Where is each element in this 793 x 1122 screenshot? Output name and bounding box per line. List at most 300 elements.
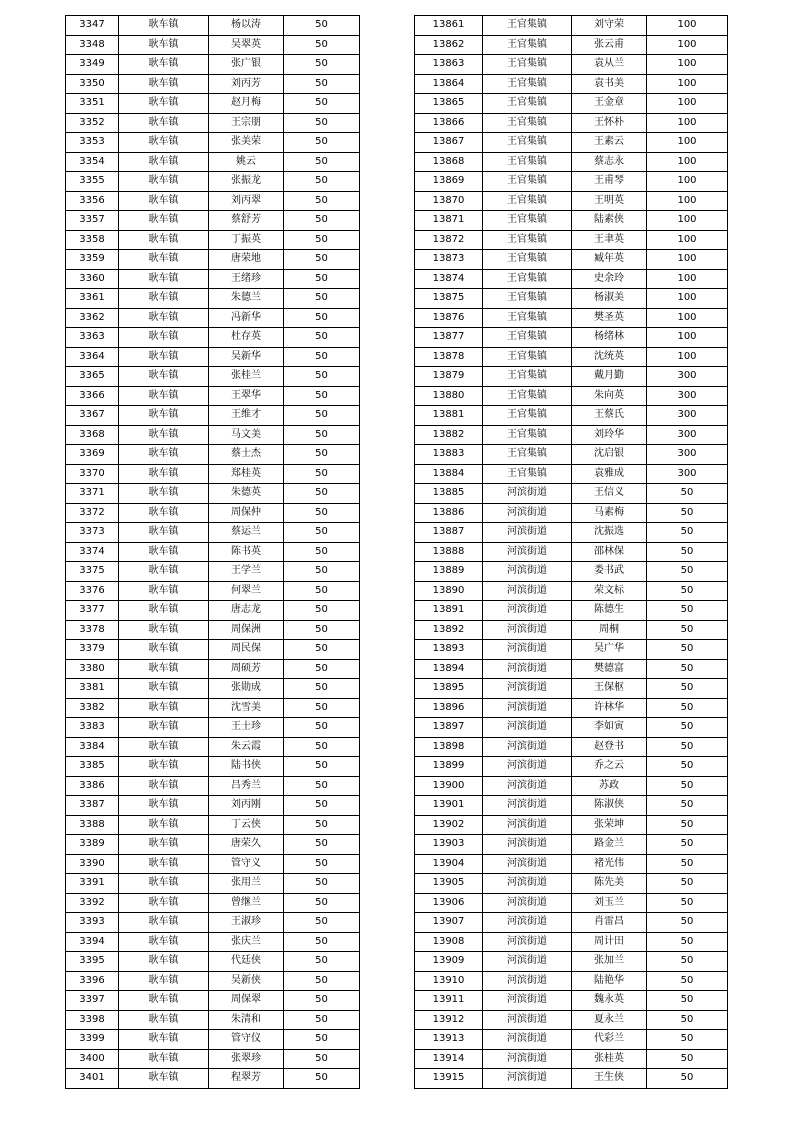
row-number-cell: 3351 (66, 94, 119, 114)
town-cell: 耿车镇 (119, 289, 209, 309)
amount-cell: 50 (284, 191, 360, 211)
table-row (415, 581, 728, 601)
name-cell: 王信义 (572, 484, 647, 504)
row-number-cell: 3392 (66, 893, 119, 913)
name-cell: 刘守荣 (572, 16, 647, 36)
town-cell: 王官集镇 (483, 152, 572, 172)
name-cell: 冯新华 (209, 308, 284, 328)
table-row (66, 718, 360, 738)
row-number-cell: 13877 (415, 328, 483, 348)
row-number-cell: 3394 (66, 932, 119, 952)
town-cell: 河滨街道 (483, 1069, 572, 1089)
row-number-cell: 13874 (415, 269, 483, 289)
amount-cell: 50 (647, 737, 728, 757)
amount-cell: 50 (284, 367, 360, 387)
amount-cell: 50 (647, 1049, 728, 1069)
town-cell: 王官集镇 (483, 94, 572, 114)
amount-cell: 50 (647, 718, 728, 738)
table-row (415, 386, 728, 406)
town-cell: 河滨街道 (483, 835, 572, 855)
table-row (66, 581, 360, 601)
town-cell: 耿车镇 (119, 854, 209, 874)
row-number-cell: 3391 (66, 874, 119, 894)
table-row (66, 893, 360, 913)
name-cell: 代彩兰 (572, 1030, 647, 1050)
name-cell: 张振龙 (209, 172, 284, 192)
row-number-cell: 13863 (415, 55, 483, 75)
amount-cell: 50 (647, 1069, 728, 1089)
name-cell: 王素云 (572, 133, 647, 153)
table-row (415, 542, 728, 562)
table-row (66, 562, 360, 582)
name-cell: 陆素侠 (572, 211, 647, 231)
town-cell: 王官集镇 (483, 269, 572, 289)
name-cell: 王蔡氏 (572, 406, 647, 426)
town-cell: 河滨街道 (483, 913, 572, 933)
town-cell: 王官集镇 (483, 386, 572, 406)
row-number-cell: 3398 (66, 1010, 119, 1030)
name-cell: 张翠珍 (209, 1049, 284, 1069)
town-cell: 河滨街道 (483, 581, 572, 601)
table-row (415, 913, 728, 933)
row-number-cell: 13878 (415, 347, 483, 367)
amount-cell: 50 (647, 893, 728, 913)
town-cell: 耿车镇 (119, 874, 209, 894)
row-number-cell: 13910 (415, 971, 483, 991)
town-cell: 耿车镇 (119, 640, 209, 660)
row-number-cell: 13895 (415, 679, 483, 699)
row-number-cell: 13872 (415, 230, 483, 250)
town-cell: 耿车镇 (119, 776, 209, 796)
table-row (415, 523, 728, 543)
table-row (415, 835, 728, 855)
name-cell: 张加兰 (572, 952, 647, 972)
row-number-cell: 13913 (415, 1030, 483, 1050)
row-number-cell: 13903 (415, 835, 483, 855)
amount-cell: 50 (284, 406, 360, 426)
name-cell: 沈雪美 (209, 698, 284, 718)
amount-cell: 50 (284, 971, 360, 991)
name-cell: 杜存英 (209, 328, 284, 348)
row-number-cell: 13864 (415, 74, 483, 94)
amount-cell: 100 (647, 152, 728, 172)
table-row (415, 347, 728, 367)
amount-cell: 100 (647, 230, 728, 250)
table-row (415, 269, 728, 289)
row-number-cell: 3357 (66, 211, 119, 231)
amount-cell: 50 (284, 308, 360, 328)
table-row (415, 991, 728, 1011)
table-row (415, 796, 728, 816)
table-row (415, 1030, 728, 1050)
amount-cell: 50 (284, 523, 360, 543)
amount-cell: 50 (284, 640, 360, 660)
row-number-cell: 3376 (66, 581, 119, 601)
row-number-cell: 3372 (66, 503, 119, 523)
table-row (66, 55, 360, 75)
amount-cell: 50 (647, 874, 728, 894)
town-cell: 耿车镇 (119, 445, 209, 465)
row-number-cell: 3356 (66, 191, 119, 211)
town-cell: 王官集镇 (483, 406, 572, 426)
amount-cell: 100 (647, 172, 728, 192)
row-number-cell: 13868 (415, 152, 483, 172)
town-cell: 耿车镇 (119, 932, 209, 952)
town-cell: 河滨街道 (483, 1010, 572, 1030)
town-cell: 王官集镇 (483, 250, 572, 270)
amount-cell: 50 (647, 971, 728, 991)
town-cell: 河滨街道 (483, 815, 572, 835)
name-cell: 王维才 (209, 406, 284, 426)
table-row (415, 698, 728, 718)
town-cell: 耿车镇 (119, 484, 209, 504)
table-row (66, 152, 360, 172)
name-cell: 周保洲 (209, 620, 284, 640)
name-cell: 代廷侠 (209, 952, 284, 972)
name-cell: 马素梅 (572, 503, 647, 523)
name-cell: 朱清和 (209, 1010, 284, 1030)
row-number-cell: 3383 (66, 718, 119, 738)
table-row (415, 952, 728, 972)
town-cell: 耿车镇 (119, 698, 209, 718)
town-cell: 耿车镇 (119, 406, 209, 426)
row-number-cell: 3367 (66, 406, 119, 426)
table-row (66, 679, 360, 699)
town-cell: 耿车镇 (119, 581, 209, 601)
name-cell: 赵月梅 (209, 94, 284, 114)
table-row (415, 562, 728, 582)
amount-cell: 50 (284, 1069, 360, 1089)
name-cell: 唐荣久 (209, 835, 284, 855)
table-row (415, 211, 728, 231)
row-number-cell: 3364 (66, 347, 119, 367)
table-row (66, 74, 360, 94)
row-number-cell: 13908 (415, 932, 483, 952)
amount-cell: 300 (647, 367, 728, 387)
table-row (415, 640, 728, 660)
amount-cell: 50 (284, 445, 360, 465)
table-row (66, 991, 360, 1011)
amount-cell: 100 (647, 191, 728, 211)
town-cell: 河滨街道 (483, 991, 572, 1011)
name-cell: 王明英 (572, 191, 647, 211)
amount-cell: 50 (284, 835, 360, 855)
name-cell: 陆艳华 (572, 971, 647, 991)
town-cell: 王官集镇 (483, 425, 572, 445)
town-cell: 河滨街道 (483, 952, 572, 972)
row-number-cell: 3384 (66, 737, 119, 757)
town-cell: 耿车镇 (119, 74, 209, 94)
name-cell: 袁书美 (572, 74, 647, 94)
amount-cell: 50 (647, 932, 728, 952)
row-number-cell: 3349 (66, 55, 119, 75)
amount-cell: 50 (284, 55, 360, 75)
town-cell: 耿车镇 (119, 601, 209, 621)
row-number-cell: 3380 (66, 659, 119, 679)
town-cell: 耿车镇 (119, 503, 209, 523)
row-number-cell: 13873 (415, 250, 483, 270)
amount-cell: 50 (284, 893, 360, 913)
name-cell: 朱向英 (572, 386, 647, 406)
name-cell: 王绪珍 (209, 269, 284, 289)
table-row (66, 523, 360, 543)
amount-cell: 50 (647, 1030, 728, 1050)
row-number-cell: 13867 (415, 133, 483, 153)
amount-cell: 50 (284, 464, 360, 484)
town-cell: 耿车镇 (119, 542, 209, 562)
name-cell: 马文美 (209, 425, 284, 445)
town-cell: 河滨街道 (483, 737, 572, 757)
town-cell: 河滨街道 (483, 542, 572, 562)
row-number-cell: 13870 (415, 191, 483, 211)
amount-cell: 50 (647, 562, 728, 582)
name-cell: 王淑珍 (209, 913, 284, 933)
table-row (415, 367, 728, 387)
town-cell: 河滨街道 (483, 874, 572, 894)
name-cell: 苏政 (572, 776, 647, 796)
town-cell: 河滨街道 (483, 601, 572, 621)
table-row (66, 289, 360, 309)
row-number-cell: 3396 (66, 971, 119, 991)
row-number-cell: 3354 (66, 152, 119, 172)
town-cell: 河滨街道 (483, 776, 572, 796)
name-cell: 刘玲华 (572, 425, 647, 445)
table-row (66, 328, 360, 348)
town-cell: 耿车镇 (119, 16, 209, 36)
name-cell: 陈德生 (572, 601, 647, 621)
amount-cell: 50 (284, 913, 360, 933)
row-number-cell: 3355 (66, 172, 119, 192)
amount-cell: 50 (647, 620, 728, 640)
right-table-body (415, 16, 728, 1089)
town-cell: 王官集镇 (483, 74, 572, 94)
name-cell: 张庆兰 (209, 932, 284, 952)
amount-cell: 50 (647, 523, 728, 543)
town-cell: 王官集镇 (483, 445, 572, 465)
table-row (66, 308, 360, 328)
row-number-cell: 13907 (415, 913, 483, 933)
town-cell: 耿车镇 (119, 1069, 209, 1089)
table-row (66, 698, 360, 718)
table-row (66, 659, 360, 679)
table-row (415, 1049, 728, 1069)
table-row (66, 815, 360, 835)
amount-cell: 50 (284, 581, 360, 601)
town-cell: 耿车镇 (119, 679, 209, 699)
name-cell: 张广银 (209, 55, 284, 75)
name-cell: 张用兰 (209, 874, 284, 894)
amount-cell: 50 (284, 484, 360, 504)
table-row (415, 308, 728, 328)
row-number-cell: 3375 (66, 562, 119, 582)
amount-cell: 50 (647, 1010, 728, 1030)
amount-cell: 50 (284, 679, 360, 699)
row-number-cell: 3382 (66, 698, 119, 718)
table-row (66, 796, 360, 816)
table-row (415, 874, 728, 894)
amount-cell: 50 (284, 562, 360, 582)
table-row (66, 971, 360, 991)
name-cell: 王怀朴 (572, 113, 647, 133)
name-cell: 杨以涛 (209, 16, 284, 36)
table-row (66, 464, 360, 484)
town-cell: 耿车镇 (119, 620, 209, 640)
name-cell: 吴广华 (572, 640, 647, 660)
town-cell: 耿车镇 (119, 308, 209, 328)
amount-cell: 50 (284, 932, 360, 952)
town-cell: 河滨街道 (483, 1049, 572, 1069)
row-number-cell: 3374 (66, 542, 119, 562)
amount-cell: 50 (647, 991, 728, 1011)
town-cell: 河滨街道 (483, 971, 572, 991)
name-cell: 王士珍 (209, 718, 284, 738)
town-cell: 耿车镇 (119, 757, 209, 777)
town-cell: 王官集镇 (483, 113, 572, 133)
name-cell: 陆书侠 (209, 757, 284, 777)
name-cell: 魏永英 (572, 991, 647, 1011)
table-row (415, 1010, 728, 1030)
amount-cell: 50 (284, 698, 360, 718)
name-cell: 刘玉兰 (572, 893, 647, 913)
name-cell: 沈统英 (572, 347, 647, 367)
row-number-cell: 3358 (66, 230, 119, 250)
name-cell: 周保仲 (209, 503, 284, 523)
name-cell: 周桐 (572, 620, 647, 640)
amount-cell: 50 (284, 35, 360, 55)
town-cell: 河滨街道 (483, 484, 572, 504)
row-number-cell: 13881 (415, 406, 483, 426)
name-cell: 李如寅 (572, 718, 647, 738)
town-cell: 耿车镇 (119, 250, 209, 270)
town-cell: 耿车镇 (119, 835, 209, 855)
name-cell: 蔡志永 (572, 152, 647, 172)
name-cell: 王宗朋 (209, 113, 284, 133)
name-cell: 蔡舒芳 (209, 211, 284, 231)
table-row (66, 835, 360, 855)
name-cell: 王甫琴 (572, 172, 647, 192)
table-row (415, 425, 728, 445)
row-number-cell: 13889 (415, 562, 483, 582)
amount-cell: 100 (647, 55, 728, 75)
name-cell: 吴新华 (209, 347, 284, 367)
town-cell: 河滨街道 (483, 562, 572, 582)
left-table-body (66, 16, 360, 1089)
amount-cell: 100 (647, 16, 728, 36)
town-cell: 王官集镇 (483, 191, 572, 211)
table-row (415, 113, 728, 133)
row-number-cell: 13888 (415, 542, 483, 562)
amount-cell: 300 (647, 464, 728, 484)
table-row (415, 289, 728, 309)
table-row (415, 230, 728, 250)
town-cell: 耿车镇 (119, 94, 209, 114)
table-row (66, 620, 360, 640)
table-row (415, 815, 728, 835)
town-cell: 王官集镇 (483, 367, 572, 387)
table-row (66, 230, 360, 250)
row-number-cell: 13911 (415, 991, 483, 1011)
town-cell: 耿车镇 (119, 1010, 209, 1030)
amount-cell: 50 (284, 250, 360, 270)
table-row (415, 757, 728, 777)
amount-cell: 50 (284, 796, 360, 816)
town-cell: 耿车镇 (119, 913, 209, 933)
name-cell: 刘丙芳 (209, 74, 284, 94)
name-cell: 何翠兰 (209, 581, 284, 601)
town-cell: 耿车镇 (119, 55, 209, 75)
row-number-cell: 13896 (415, 698, 483, 718)
town-cell: 王官集镇 (483, 308, 572, 328)
amount-cell: 50 (284, 1030, 360, 1050)
row-number-cell: 3395 (66, 952, 119, 972)
row-number-cell: 13861 (415, 16, 483, 36)
name-cell: 陈先美 (572, 874, 647, 894)
amount-cell: 300 (647, 406, 728, 426)
table-row (415, 503, 728, 523)
table-row (415, 620, 728, 640)
table-row (66, 776, 360, 796)
town-cell: 王官集镇 (483, 347, 572, 367)
name-cell: 唐荣地 (209, 250, 284, 270)
amount-cell: 50 (284, 74, 360, 94)
town-cell: 耿车镇 (119, 737, 209, 757)
town-cell: 耿车镇 (119, 328, 209, 348)
name-cell: 周民保 (209, 640, 284, 660)
row-number-cell: 13904 (415, 854, 483, 874)
table-row (66, 952, 360, 972)
table-row (415, 484, 728, 504)
name-cell: 杨淑美 (572, 289, 647, 309)
row-number-cell: 3377 (66, 601, 119, 621)
name-cell: 樊德富 (572, 659, 647, 679)
town-cell: 河滨街道 (483, 640, 572, 660)
name-cell: 唐志龙 (209, 601, 284, 621)
amount-cell: 50 (284, 757, 360, 777)
row-number-cell: 3400 (66, 1049, 119, 1069)
row-number-cell: 13892 (415, 620, 483, 640)
row-number-cell: 13885 (415, 484, 483, 504)
name-cell: 张美荣 (209, 133, 284, 153)
town-cell: 耿车镇 (119, 523, 209, 543)
row-number-cell: 3387 (66, 796, 119, 816)
town-cell: 河滨街道 (483, 503, 572, 523)
table-row (66, 874, 360, 894)
name-cell: 邵林保 (572, 542, 647, 562)
table-row (66, 1030, 360, 1050)
row-number-cell: 3360 (66, 269, 119, 289)
amount-cell: 100 (647, 74, 728, 94)
row-number-cell: 13899 (415, 757, 483, 777)
row-number-cell: 3368 (66, 425, 119, 445)
row-number-cell: 3373 (66, 523, 119, 543)
table-row (66, 250, 360, 270)
row-number-cell: 3350 (66, 74, 119, 94)
row-number-cell: 13876 (415, 308, 483, 328)
name-cell: 樊圣英 (572, 308, 647, 328)
amount-cell: 50 (647, 679, 728, 699)
table-row (66, 347, 360, 367)
amount-cell: 50 (284, 659, 360, 679)
table-row (66, 386, 360, 406)
row-number-cell: 13898 (415, 737, 483, 757)
amount-cell: 50 (647, 503, 728, 523)
amount-cell: 100 (647, 133, 728, 153)
table-row (66, 133, 360, 153)
table-row (66, 854, 360, 874)
amount-cell: 50 (284, 328, 360, 348)
amount-cell: 100 (647, 308, 728, 328)
table-row (66, 932, 360, 952)
